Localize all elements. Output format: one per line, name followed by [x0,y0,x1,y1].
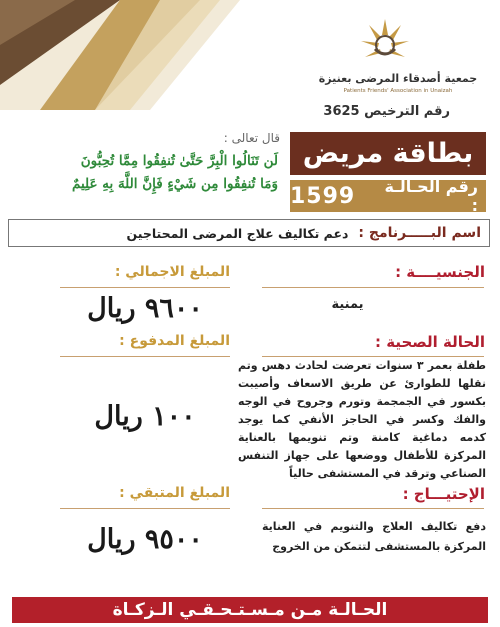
nationality-value: يمنية [331,297,364,312]
total-value: ٩٦٠٠ ريال [87,293,203,324]
case-number: 1599 [290,183,356,209]
card-title: بطاقة مريض [290,132,486,175]
total-label: المبلغ الاجمالي : [114,264,230,280]
decorative-corner [0,0,240,110]
verse-intro: قال تعالى : [223,131,280,145]
program-label: اسم البـــــرنامج : [358,225,481,241]
verse-line-2: وَمَا تُنفِقُوا مِن شَيْءٍ فَإِنَّ اللَّهَ بِهِ عَلِيمٌ [71,176,278,192]
case-number-box [290,177,486,215]
divider [262,287,484,288]
program-box [8,219,490,247]
divider [262,508,484,509]
health-text: طفلة بعمر ٣ سنوات تعرضت لحادث دهس وتم نقلها للطوارئ عن طريق الاسعاف وأصيبت بكسور في الجمجمة وتورم وجروح في الوجه والفك وكسر في الحاجز الأنفي كما يوجد كدمه دماغية كامنة وتم تنويمها بالعناية المركزة للأطفال ووضعها على جهاز التنفس الصناعي وترقد في المستشفى حالياً [238,359,487,480]
footer-zakat-banner: الحـالـة مـن مـسـتـحـقـي الـزكـاة [12,597,488,623]
paid-label: المبلغ المدفوع : [119,333,230,349]
divider [60,287,230,288]
nationality-label: الجنسيــــة : [395,263,485,281]
license-line [300,104,450,119]
org-name-en: Patients Friends' Association in Unaizah [343,88,453,94]
remaining-label: المبلغ المتبقي : [119,485,230,501]
divider [60,508,230,509]
divider [60,356,230,357]
license-label: رقم الترخيص [364,104,450,119]
license-number: 3625 [323,104,360,119]
need-label: الإحتيـــاج : [402,485,485,503]
org-name-ar: جمعية أصدقاء المرضى بعنيزة [318,72,478,85]
paid-value: ١٠٠ ريال [94,401,196,432]
remaining-value: ٩٥٠٠ ريال [87,524,203,555]
program-value: دعم تكاليف علاج المرضى المحتاجين [126,225,349,241]
logo [355,15,415,70]
need-text: دفع تكاليف العلاج والتنويم في العناية المركزة بالمستشفى لتتمكن من الخروج [262,520,486,553]
case-label: رقم الحـالـة : [384,177,478,215]
verse-line-1: لَن تَنَالُوا الْبِرَّ حَتَّىٰ تُنفِقُوا مِمَّا تُحِبُّونَ [80,153,278,169]
health-label: الحالة الصحية : [375,333,485,351]
